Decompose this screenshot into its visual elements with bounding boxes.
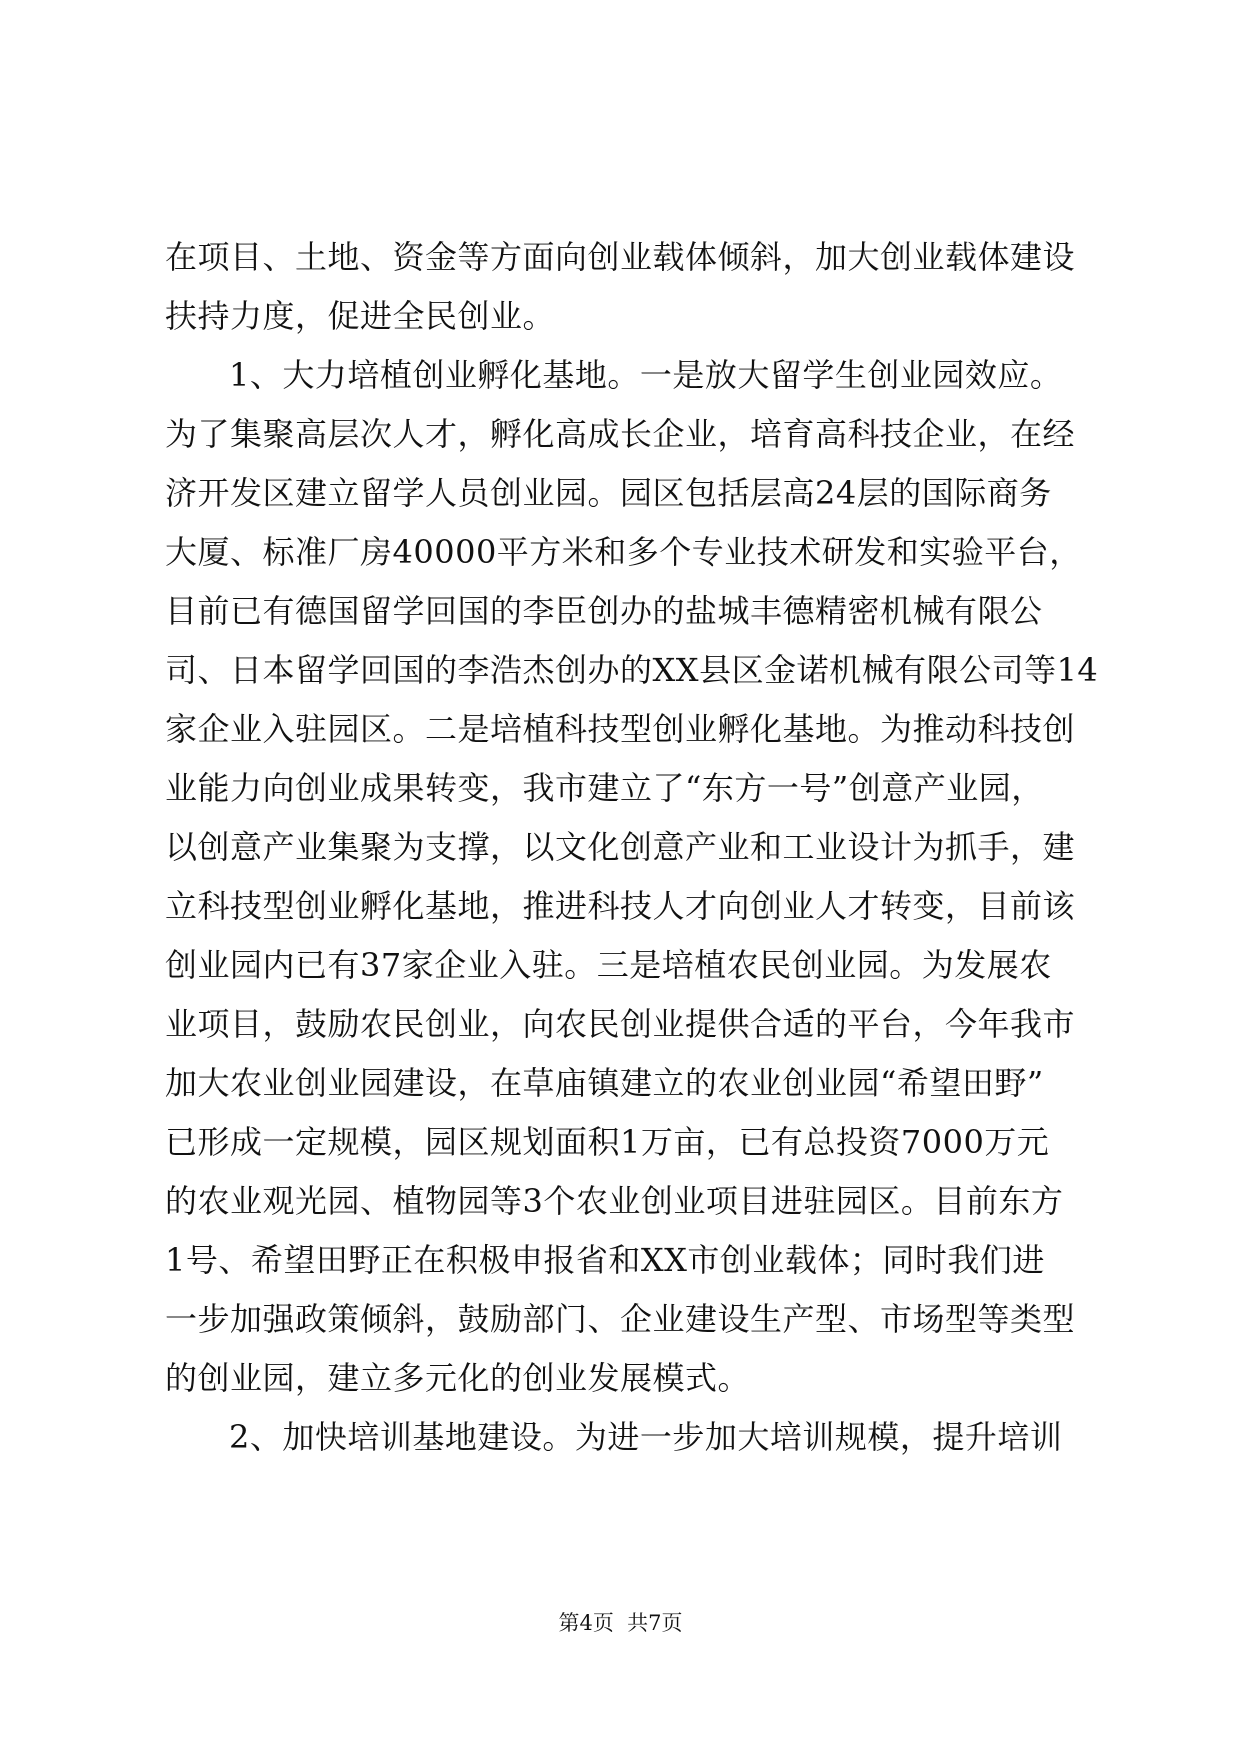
text-line: 司、日本留学回国的李浩杰创办的XX县区金诺机械有限公司等14 — [165, 651, 1099, 689]
text-line: 一步加强政策倾斜，鼓励部门、企业建设生产型、市场型等类型 — [165, 1300, 1076, 1338]
text-line: 加大农业创业园建设，在草庙镇建立的农业创业园“希望田野” — [165, 1064, 1044, 1102]
body-text — [165, 228, 1099, 1467]
text-line: 立科技型创业孵化基地，推进科技人才向创业人才转变，目前该 — [165, 887, 1076, 925]
text-line: 的农业观光园、植物园等3个农业创业项目进驻园区。目前东方 — [165, 1182, 1064, 1220]
text-line: 业项目，鼓励农民创业，向农民创业提供合适的平台，今年我市 — [165, 1005, 1076, 1043]
text-line: 1号、希望田野正在积极申报省和XX市创业载体；同时我们进 — [165, 1241, 1045, 1279]
paragraph-start-line: 1、大力培植创业孵化基地。一是放大留学生创业园效应。 — [229, 356, 1063, 394]
text-line: 为了集聚高层次人才，孵化高成长企业，培育高科技企业，在经 — [165, 415, 1076, 453]
text-line: 家企业入驻园区。二是培植科技型创业孵化基地。为推动科技创 — [165, 710, 1076, 748]
text-line: 已形成一定规模，园区规划面积1万亩，已有总投资7000万元 — [165, 1123, 1050, 1161]
text-line: 目前已有德国留学回国的李臣创办的盐城丰德精密机械有限公 — [165, 592, 1043, 630]
text-line: 济开发区建立留学人员创业园。园区包括层高24层的国际商务 — [165, 474, 1052, 512]
paragraph-start-line: 2、加快培训基地建设。为进一步加大培训规模，提升培训 — [229, 1418, 1063, 1456]
page-number-label: 第4页 共7页 — [558, 1611, 683, 1635]
text-line: 在项目、土地、资金等方面向创业载体倾斜，加大创业载体建设 — [165, 238, 1076, 276]
text-line: 的创业园，建立多元化的创业发展模式。 — [165, 1359, 751, 1397]
text-line: 扶持力度，促进全民创业。 — [165, 297, 556, 335]
text-line: 业能力向创业成果转变，我市建立了“东方一号”创意产业园， — [165, 769, 1044, 807]
page-footer — [0, 1608, 1241, 1638]
text-line: 创业园内已有37家企业入驻。三是培植农民创业园。为发展农 — [165, 946, 1052, 984]
text-line: 大厦、标准厂房40000平方米和多个专业技术研发和实验平台， — [165, 533, 1082, 571]
text-line: 以创意产业集聚为支撑，以文化创意产业和工业设计为抓手，建 — [165, 828, 1076, 866]
